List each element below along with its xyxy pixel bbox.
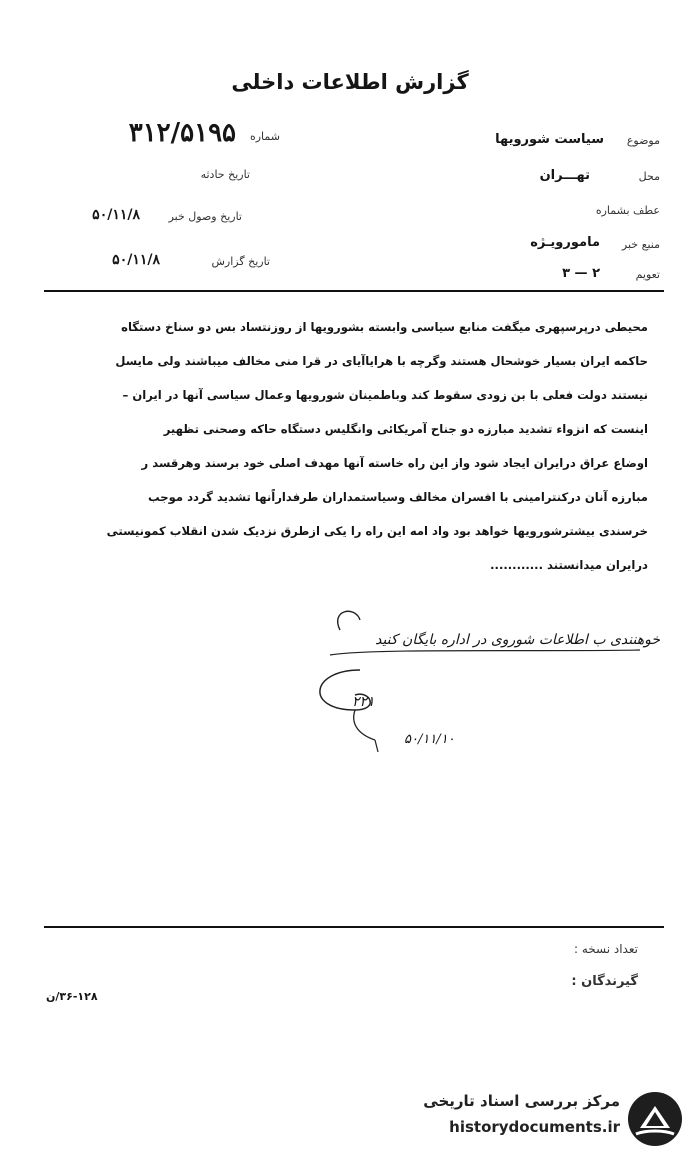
news-receipt-date-value: ۵۰/۱۱/۸ — [92, 207, 140, 223]
body-line: حاکمه ایران بسیار خوشحال هستند وگرچه با هرایاآیای در قرا منی مخالف میباشند ولی مایسل — [115, 354, 648, 368]
handwritten-flourish — [300, 600, 680, 760]
report-body — [30, 320, 670, 580]
report-date-value: ۵۰/۱۱/۸ — [112, 252, 160, 268]
meta-right-block — [420, 118, 660, 288]
body-line: محیطی درپرسپهری میگفت منابع سیاسی وابسته بشورویها از روزنتساد بس دو سناخ دستگاه — [121, 320, 648, 334]
news-receipt-date-label: تاریخ وصول خبر — [168, 210, 242, 223]
body-line: خرسندی بیشترشورویها خواهد بود واد امه این راه را یکی ازطرق نزدیک شدن انقلاب کمونیستی — [106, 524, 648, 538]
number-value: ۳۱۲/۵۱۹۵ — [128, 118, 236, 148]
subject-value: سیاست شورویها — [495, 132, 604, 147]
form-code: ۳۶-۱۲۸/ن — [46, 990, 98, 1003]
incident-date-label: تاریخ حادثه — [200, 168, 250, 181]
footer-rule — [44, 926, 664, 928]
archive-watermark — [410, 1090, 690, 1150]
report-date-label: تاریخ گزارش — [211, 255, 270, 268]
rating-label: تعویم — [635, 268, 660, 281]
handwritten-mark: ۲۲۱ — [352, 694, 375, 710]
meta-left-block — [40, 118, 280, 278]
recipients-label: گیرندگان : — [571, 974, 638, 989]
source-label: منبع خبر — [621, 238, 660, 251]
body-line: نیستند دولت فعلی با بن زودی سقوط کند وباطمینان شورویها وعمال سیاسی آنها در ایران – — [122, 388, 648, 402]
place-label: محل — [638, 170, 660, 183]
body-line: مبارزه آنان درکنترامینی با افسران مخالف وسیاستمداران طرفداراًنها تشدید گردد موجب — [147, 490, 648, 504]
copies-label: تعداد نسخه : — [573, 942, 638, 956]
archive-logo-icon — [626, 1090, 684, 1148]
body-line: اینست که انزواء تشدید مبارزه دو جناح آمریکائی وانگلیس دستگاه حاکه وصحنی تظهیر — [163, 422, 648, 436]
archive-name: مرکز بررسی اسناد تاریخی — [423, 1092, 620, 1110]
rating-value: ۳ — ۲ — [562, 266, 600, 281]
handwritten-date: ۵۰/۱۱/۱۰ — [404, 732, 455, 747]
number-label: شماره — [249, 130, 280, 143]
body-line: درایران میدانستند ............ — [490, 558, 648, 572]
handwritten-note: خوهنندی ب اطلاعات شوروی در اداره بایگان کنید — [375, 632, 660, 648]
place-value: تهـــران — [539, 168, 590, 183]
document-title: گزارش اطلاعات داخلی — [231, 70, 469, 94]
source-value: مامورویـژه — [530, 235, 600, 250]
subject-label: موضوع — [626, 134, 660, 147]
archive-url: historydocuments.ir — [449, 1118, 620, 1136]
body-line: اوضاع عراق درایران ایجاد شود واز این راه خاسته آنها مهدف اصلی خود برسند وهرقسد ر — [141, 456, 648, 470]
header-rule — [44, 290, 664, 292]
reference-label: عطف بشماره — [595, 204, 660, 217]
